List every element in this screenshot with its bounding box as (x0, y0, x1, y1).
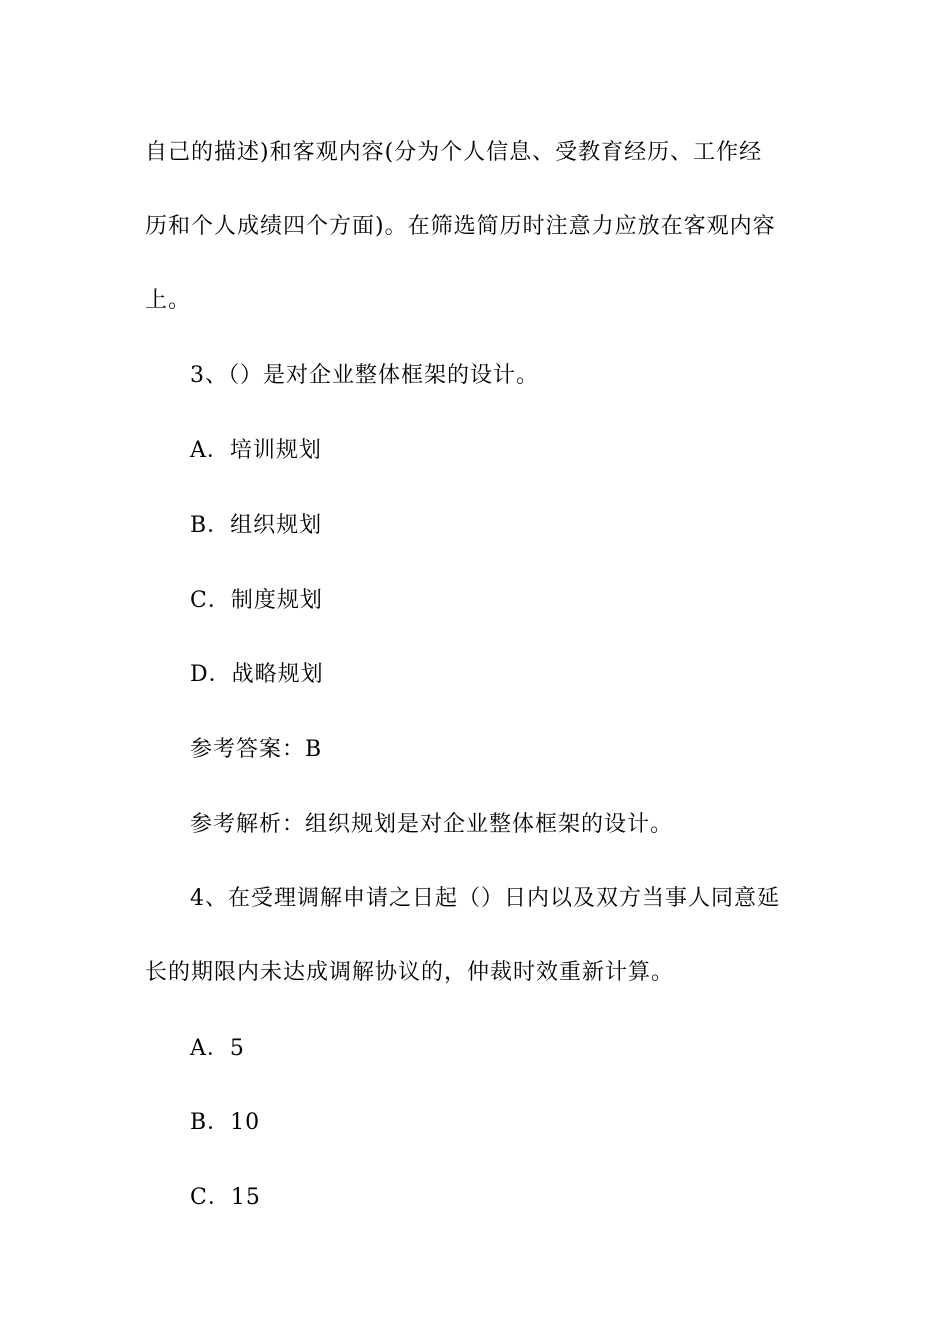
question-3-option-d: D．战略规划 (190, 662, 324, 687)
question-3-option-a: A．培训规划 (190, 438, 322, 463)
question-4-option-c: C．15 (190, 1185, 261, 1210)
continuation-line-2: 历和个人成绩四个方面)。在筛选简历时注意力应放在客观内容 (145, 214, 776, 239)
question-3-text: 3、（）是对企业整体框架的设计。 (190, 363, 539, 388)
question-4-option-b: B．10 (190, 1110, 261, 1135)
continuation-line-1: 自己的描述)和客观内容(分为个人信息、受教育经历、工作经 (145, 140, 763, 165)
continuation-line-3: 上。 (145, 288, 192, 313)
question-3-option-c: C．制度规划 (190, 588, 323, 613)
question-4-text-line-2: 长的期限内未达成调解协议的，仲裁时效重新计算。 (145, 960, 675, 985)
question-3-option-b: B．组织规划 (190, 513, 323, 538)
question-3-answer: 参考答案：B (190, 737, 323, 762)
question-4-option-a: A．5 (190, 1036, 245, 1061)
question-4-text-line-1: 4、在受理调解申请之日起（）日内以及双方当事人同意延 (190, 886, 780, 911)
question-3-analysis: 参考解析：组织规划是对企业整体框架的设计。 (190, 812, 674, 837)
